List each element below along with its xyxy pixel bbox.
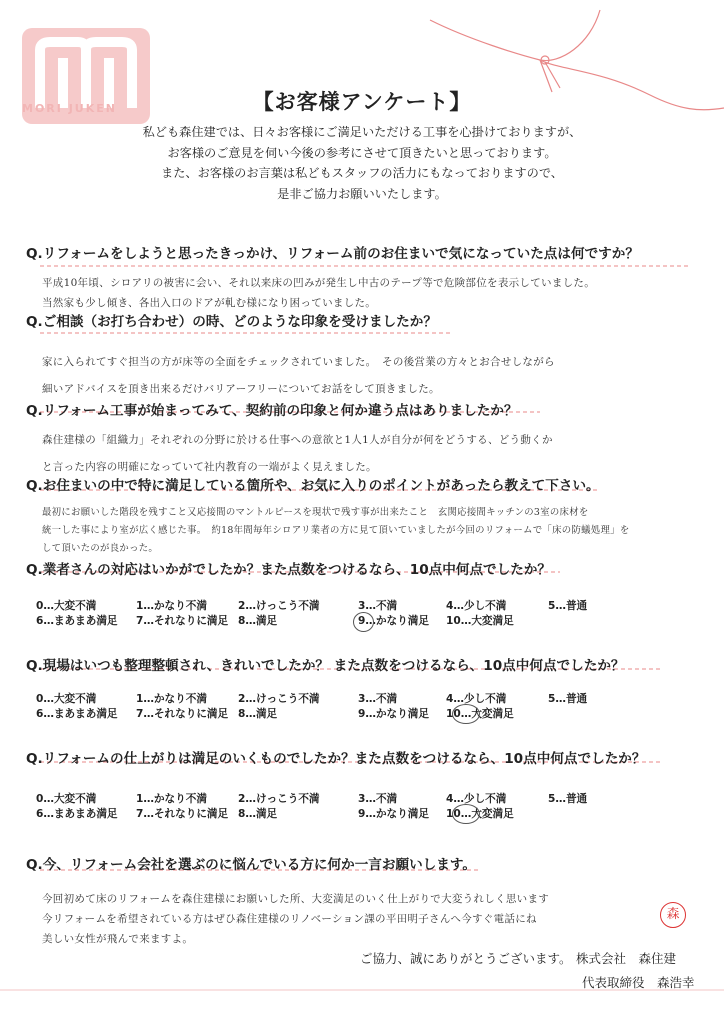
footer-representative: 代表取締役 森浩幸 bbox=[582, 975, 695, 990]
intro-text bbox=[0, 122, 724, 204]
question-7: Q.リフォームの仕上がりは満足のいくものでしたか？また点数をつけるなら、10点中何点でしたか？ bbox=[26, 751, 646, 767]
scale-option: 7…それなりに満足 bbox=[136, 615, 229, 627]
answer-3-line: 森住建様の「組織力」それぞれの分野に於ける仕事への意欲と1人1人が自分が何をどうする、どう動くか bbox=[42, 434, 553, 446]
answer-1-line: 当然家も少し傾き、各出入口のドアが軋む様になり困っていました。 bbox=[42, 297, 377, 309]
footer-company: 株式会社 森住建 bbox=[576, 951, 677, 966]
answer-4-line: 最初にお願いした階段を残すこと又応接間のマントルピースを現状で残す事が出来たこと 玄関応接間キッチンの3室の床材を bbox=[42, 507, 589, 518]
scale-option: 3…不満 bbox=[358, 693, 398, 705]
answer-8-line: 今リフォームを希望されている方はぜひ森住建様のリノベーション課の平田明子さんへ今すぐ電話にね bbox=[42, 913, 537, 925]
intro-line: 私ども森住建では、日々お客様にご満足いただける工事を心掛けておりますが、 bbox=[142, 125, 582, 139]
intro-line: また、お客様のお言葉は私どもスタッフの活力にもなっておりますので、 bbox=[161, 166, 563, 180]
scale-option: 3…不満 bbox=[358, 600, 398, 612]
scale-option: 1…かなり不満 bbox=[136, 600, 207, 612]
scale-option: 4…少し不満 bbox=[446, 600, 507, 612]
intro-line: 是非ご協力お願いいたします。 bbox=[277, 186, 447, 201]
scale-option: 6…まあまあ満足 bbox=[36, 708, 118, 720]
logo-text: MORI JUKEN bbox=[22, 102, 117, 115]
rating-scale-3 bbox=[36, 792, 676, 822]
scale-option: 10…大変満足 bbox=[446, 808, 514, 820]
rating-scale-2 bbox=[36, 692, 676, 722]
scale-option: 7…それなりに満足 bbox=[136, 708, 229, 720]
answer-8-line: 今回初めて床のリフォームを森住建様にお願いした所、大変満足のいく仕上がりで大変うれしく思います bbox=[42, 893, 550, 905]
question-1: Q.リフォームをしようと思ったきっかけ、リフォーム前のお住まいで気になっていた点は何ですか？ bbox=[26, 246, 639, 262]
footer-thanks: ご協力、誠にありがとうございます。 bbox=[360, 951, 572, 966]
intro-line: お客様のご意見を伺い今後の参考にさせて頂きたいと思っております。 bbox=[167, 145, 557, 160]
answer-4-line: 統一した事により室が広く感じた事。 約18年間毎年シロアリ業者の方に見て頂いていましたが今回のリフォームで「床の防蟻処理」を bbox=[42, 525, 630, 536]
scale-option: 8…満足 bbox=[238, 808, 278, 820]
scale-option: 9…かなり満足 bbox=[358, 808, 429, 820]
scale-option: 6…まあまあ満足 bbox=[36, 808, 118, 820]
answer-4-line: して頂いたのが良かった。 bbox=[42, 543, 159, 554]
selected-score-circle bbox=[353, 612, 374, 632]
scale-option: 2…けっこう不満 bbox=[238, 793, 320, 805]
question-6: Q.現場はいつも整理整頓され、きれいでしたか？ また点数をつけるなら、10点中何点でしたか？ bbox=[26, 658, 625, 674]
scale-option: 3…不満 bbox=[358, 793, 398, 805]
scale-option: 5…普通 bbox=[548, 693, 588, 705]
answer-3-line: と言った内容の明確になっていて社内教育の一端がよく見えました。 bbox=[42, 461, 377, 473]
scale-option: 2…けっこう不満 bbox=[238, 693, 320, 705]
question-5: Q.業者さんの対応はいかがでしたか？また点数をつけるなら、10点中何点でしたか？ bbox=[26, 562, 552, 578]
question-8: Q.今、リフォーム会社を選ぶのに悩んでいる方に何か一言お願いします。 bbox=[26, 857, 476, 873]
scale-option: 2…けっこう不満 bbox=[238, 600, 320, 612]
scale-option: 7…それなりに満足 bbox=[136, 808, 229, 820]
scale-option: 8…満足 bbox=[238, 708, 278, 720]
scale-option: 0…大変不満 bbox=[36, 693, 97, 705]
question-4: Q.お住まいの中で特に満足している箇所や、お気に入りのポイントがあったら教えて下さい。 bbox=[26, 478, 600, 494]
answer-8-line: 美しい女性が飛んで来ますよ。 bbox=[42, 933, 194, 945]
scale-option: 10…大変満足 bbox=[446, 615, 514, 627]
selected-score-circle bbox=[452, 704, 480, 724]
scale-option: 1…かなり不満 bbox=[136, 793, 207, 805]
scale-option: 6…まあまあ満足 bbox=[36, 615, 118, 627]
scale-option: 5…普通 bbox=[548, 793, 588, 805]
scale-option: 9…かなり満足 bbox=[358, 708, 429, 720]
scale-option: 10…大変満足 bbox=[446, 708, 514, 720]
scale-option: 0…大変不満 bbox=[36, 600, 97, 612]
scale-option: 8…満足 bbox=[238, 615, 278, 627]
scale-option: 4…少し不満 bbox=[446, 793, 507, 805]
scale-option: 1…かなり不満 bbox=[136, 693, 207, 705]
selected-score-circle bbox=[452, 804, 480, 824]
ribbon-line-left bbox=[430, 10, 600, 61]
scale-option: 9…かなり満足 bbox=[358, 615, 429, 627]
scale-option: 4…少し不満 bbox=[446, 693, 507, 705]
page-title: 【お客様アンケート】 bbox=[252, 90, 472, 114]
question-2: Q.ご相談（お打ち合わせ）の時、どのような印象を受けましたか？ bbox=[26, 314, 437, 330]
scale-option: 0…大変不満 bbox=[36, 793, 97, 805]
answer-1-line: 平成10年頃、シロアリの被害に会い、それ以来床の凹みが発生し中古のテープ等で危険部位を表示していました。 bbox=[42, 277, 596, 289]
question-3: Q.リフォーム工事が始まってみて、契約前の印象と何か違う点はありましたか？ bbox=[26, 403, 518, 419]
stamp-seal: 森 bbox=[660, 902, 686, 928]
answer-2-line: 家に入られてすぐ担当の方が床等の全面をチェックされていました。 その後営業の方々とお合せしながら bbox=[42, 356, 555, 368]
answer-2-line: 細いアドバイスを頂き出来るだけバリアーフリーについてお話をして頂きました。 bbox=[42, 383, 440, 395]
scale-option: 5…普通 bbox=[548, 600, 588, 612]
